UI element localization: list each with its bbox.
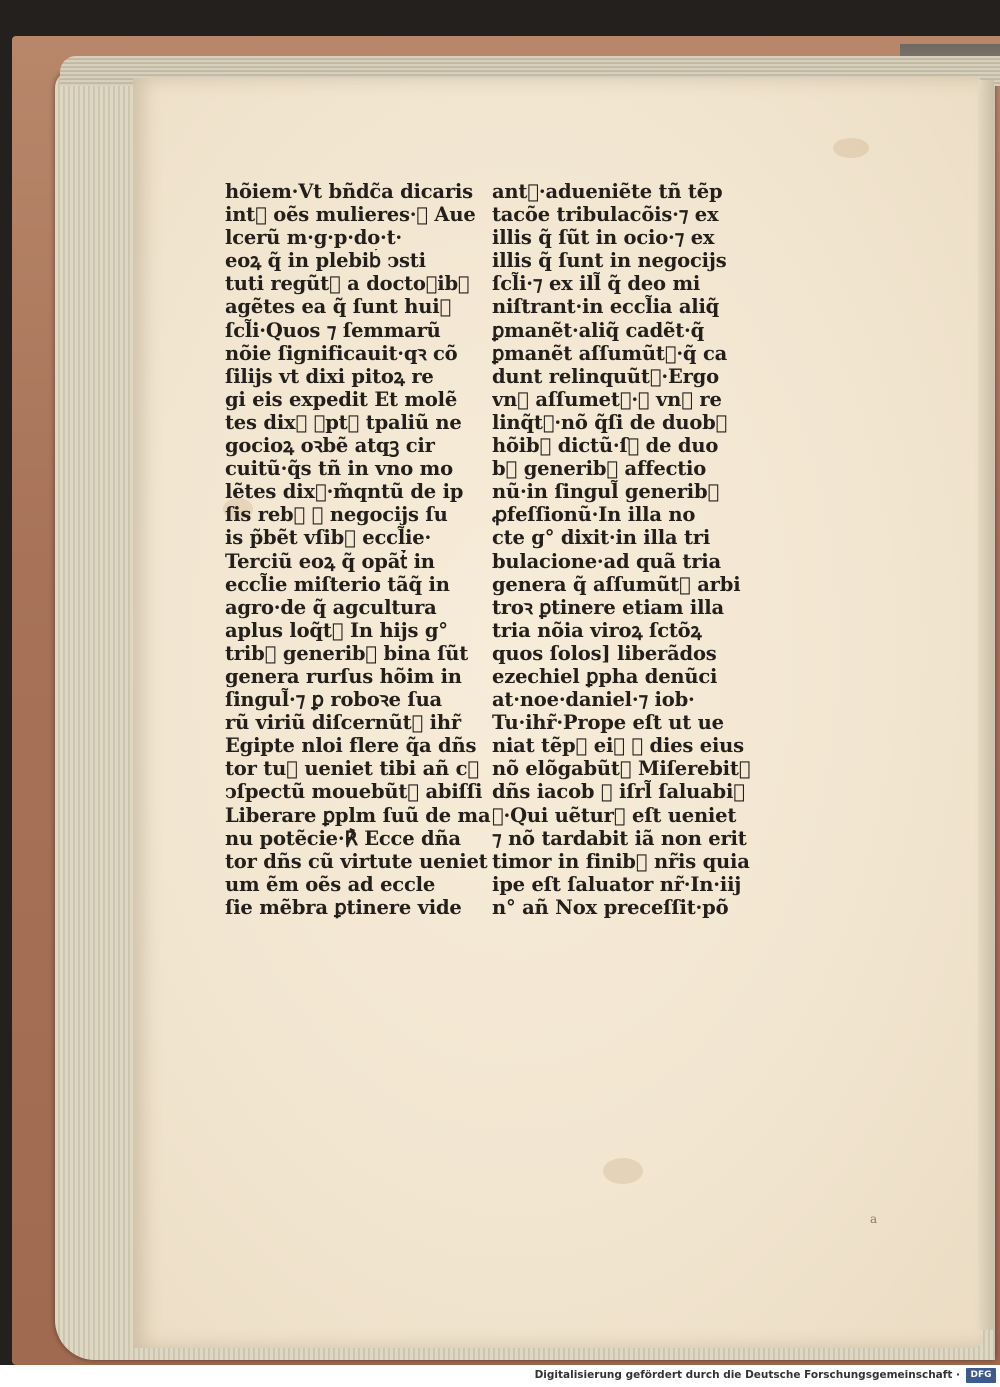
text-line: genera q̃ aſſumũt᷒ arbi	[492, 572, 741, 596]
text-line: vn᷒ aſſumet᷒·⁊ vn᷒ re	[492, 387, 722, 411]
text-line: ſcl̃i·⁊ ex ill̃ q̃ deo mi	[492, 272, 701, 296]
text-line: dñs iacob ⁊ iſrl̃ ſaluabi᷒	[492, 780, 745, 804]
text-line: ſis reb᷒ ⁊ negocijs ſu	[225, 503, 448, 527]
footer-credit: Digitalisierung gefördert durch die Deutsche Forschungsgemeinschaft ·	[534, 1369, 960, 1381]
text-line: lẽtes dix᷑·m̃qntũ de ip	[225, 480, 464, 504]
text-line: gi eis expedit Et molẽ	[225, 387, 458, 411]
text-line: eccl̃ie miſterio tãq̃ in	[225, 572, 450, 596]
text-line: quos ſolos] liberãdos	[492, 641, 717, 665]
text-column-left	[225, 180, 495, 919]
text-line: eoꝝ q̃ in plebib᷒ ↄsti	[225, 249, 426, 273]
text-line: ꝑmanẽt·aliq̃ cadẽt·q̃	[492, 318, 705, 342]
text-line: ℟·Qui uẽtur᷒ eſt ueniet	[492, 803, 737, 827]
text-line: illis q̃ ſunt in negocijs	[492, 249, 727, 273]
text-line: ipe eſt ſaluator nr̃·In·iij	[492, 872, 742, 896]
text-line: ꝓfeſſionũ·In illa no	[492, 503, 696, 527]
text-line: cte g° dixit·in illa tri	[492, 526, 711, 550]
text-line: Tu·ihr̃·Prope eſt ut ue	[492, 711, 724, 735]
text-line: nõie ſignificauit·qꝛ cõ	[225, 341, 458, 365]
text-line: linq̃t᷒·nõ q̃ſi de duobꝫ	[492, 410, 728, 434]
text-line: troꝛ ꝑtinere etiam illa	[492, 595, 724, 619]
text-line: aplus loq̃t᷒ In hijs g°	[225, 618, 448, 642]
text-line: genera rurſus hõim in	[225, 664, 462, 688]
text-column-right	[492, 180, 782, 919]
text-line: ſcl̃i·Quos ⁊ ſemmarũ	[225, 318, 441, 342]
text-line: tria nõia viroꝝ ſctõꝝ	[492, 618, 702, 642]
text-line: b᷒ generib᷒ affectio	[492, 457, 707, 481]
text-line: nũ·in ſingul̃ generib᷒	[492, 480, 720, 504]
text-line: ſilijs vt dixi pitoꝝ re	[225, 364, 434, 388]
text-line: niſtrant·in eccl̃ia aliq̃	[492, 295, 720, 319]
text-line: Liberare ꝑplm ſuũ de ma	[225, 803, 491, 827]
dfg-logo-icon: DFG	[966, 1368, 996, 1383]
text-line: ezechiel ꝑpha denũci	[492, 664, 718, 688]
text-line: tacõe tribulacõis·⁊ ex	[492, 203, 719, 227]
text-line: nõ elõgabũt᷒ Miſerebit᷒	[492, 757, 751, 781]
text-line: Egipte nloi flere q̃a dñs	[225, 734, 477, 758]
text-line: trib᷒ generibꝫ bina ſũt	[225, 641, 469, 665]
text-line: agro·de q̃ agcultura	[225, 595, 437, 619]
text-line: at·noe·daniel·⁊ iob·	[492, 688, 695, 712]
text-line: ant᷒·adueniẽte tñ tẽp	[492, 180, 723, 203]
text-line: ſingul̃·⁊ ꝑ roboꝛe ſua	[225, 688, 442, 712]
text-line: nu potẽcie·℟ Ecce dña	[225, 826, 461, 850]
text-line: ſie mẽbra ꝑtinere vide	[225, 895, 462, 919]
text-line: tes dix᷑ ꝑpt᷒ tpaliũ ne	[225, 410, 462, 434]
text-line: int᷒ oẽs mulieres·℟ Aue	[225, 203, 476, 227]
text-line: illis q̃ ſũt in ocio·⁊ ex	[492, 226, 715, 250]
text-line: ⁊ nõ tardabit iã non erit	[492, 826, 747, 850]
text-line: um ẽm oẽs ad eccle	[225, 872, 436, 896]
text-line: Terciũ eoꝝ q̃ opãt᷒ in	[225, 549, 435, 573]
text-line: is p̃bẽt vſib᷒ eccl̃ie·	[225, 526, 432, 550]
text-line: niat tẽp᷒ ei᷒ ⁊ dies eius	[492, 734, 744, 758]
text-line: hõiem·Vt bñdc̃a dicaris	[225, 180, 473, 203]
footer-bar	[0, 1365, 1000, 1387]
page-right-edge	[978, 80, 994, 1330]
text-line: hõib᷒ dictũ·ſꝫ de duo	[492, 434, 719, 458]
marginal-mark: a	[870, 1212, 878, 1226]
text-line: bulacione·ad quã tria	[492, 549, 721, 573]
text-line: ꝑmanẽt aſſumũt᷒·q̃ ca	[492, 341, 728, 365]
text-line: timor in finib᷒ nr̃is quia	[492, 849, 750, 873]
text-line: dunt relinquũt᷒·Ergo	[492, 364, 719, 388]
text-line: gocioꝝ oꝛbẽ atqꝫ cir	[225, 434, 435, 458]
text-line: tor dñs cũ virtute ueniet	[225, 849, 488, 873]
text-line: tor tu᷒ ueniet tibi añ c᷒	[225, 757, 479, 781]
text-line: agẽtes ea q̃ ſunt hui᷒	[225, 295, 452, 319]
text-line: n° añ Nox preceſſit·põ	[492, 895, 729, 919]
text-line: rũ viriũ diſcernũt᷒ ihr̃	[225, 711, 461, 735]
text-line: cuitũ·q̃s tñ in vno mo	[225, 457, 453, 481]
text-line: ↄſpectũ mouebũt᷒ abiſſi	[225, 780, 483, 804]
text-line: tuti regũt᷒ a doctoꝛibꝫ	[225, 272, 470, 296]
text-line: lcerũ m·g·p·do·t·	[225, 226, 403, 250]
